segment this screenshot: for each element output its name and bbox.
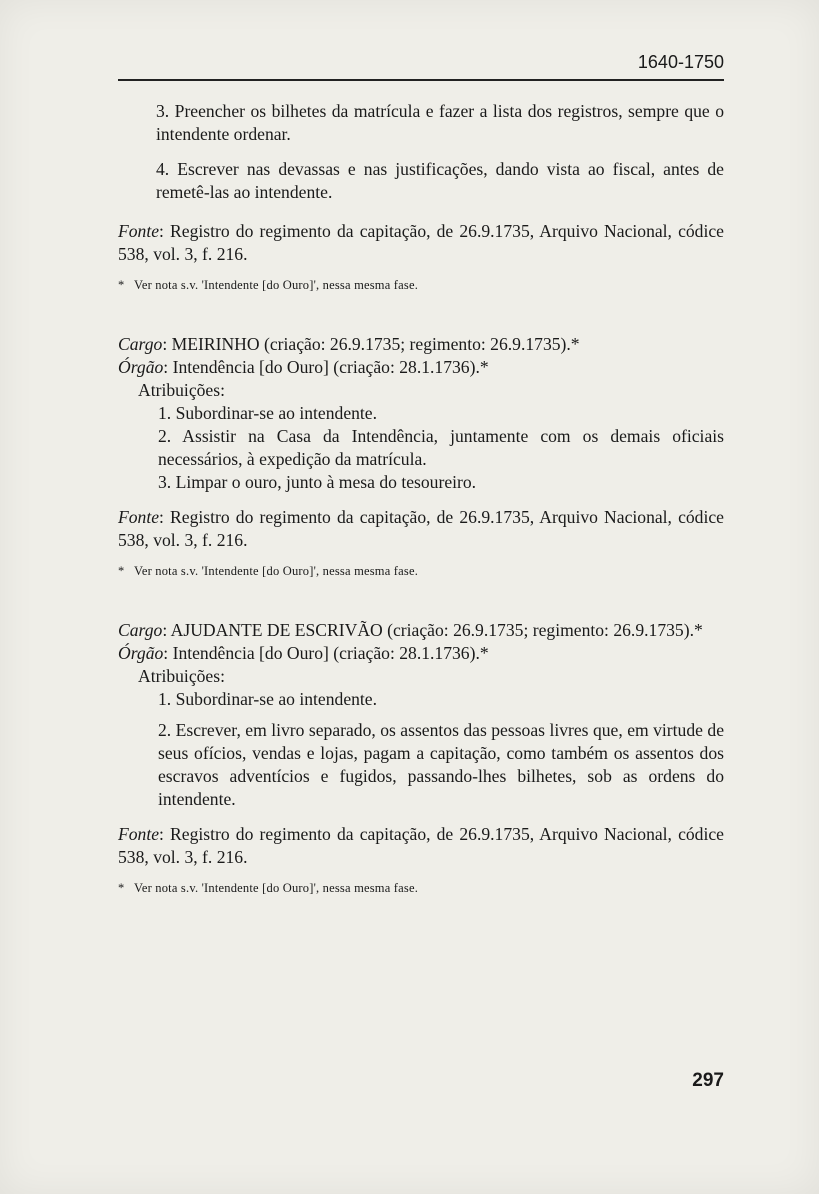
cargo-label: Cargo (118, 334, 163, 354)
orgao-text: : Intendência [do Ouro] (criação: 28.1.1736).* (163, 643, 489, 663)
asterisk-icon: * (118, 278, 125, 292)
list-item: 1. Subordinar-se ao intendente. (158, 689, 378, 709)
source-text: : Registro do regimento da capitação, de 26.9.1735, Arquivo Nacional, códice 538, vol. 3, f. 216. (118, 824, 724, 867)
cargo-label: Cargo (118, 620, 163, 640)
page-number: 297 (692, 1070, 724, 1091)
cargo-line (118, 619, 724, 642)
orgao-line (118, 356, 724, 379)
asterisk-icon: * (118, 881, 125, 895)
source-citation (118, 506, 724, 552)
source-citation (118, 823, 724, 869)
orgao-line (118, 642, 724, 665)
source-text: : Registro do regimento da capitação, de 26.9.1735, Arquivo Nacional, códice 538, vol. 3, f. 216. (118, 221, 724, 264)
list-item: 3. Preencher os bilhetes da matrícula e fazer a lista dos registros, sempre que o intendente ordenar. (156, 101, 724, 144)
asterisk-icon: * (118, 564, 125, 578)
header-rule (118, 79, 724, 81)
footnote-text: Ver nota s.v. 'Intendente [do Ouro]', nessa mesma fase. (134, 564, 419, 578)
cargo-text: : MEIRINHO (criação: 26.9.1735; regimento: 26.9.1735).* (162, 334, 580, 354)
list-item: 2. Assistir na Casa da Intendência, juntamente com os demais oficiais necessários, à expedição da matrícula. (158, 426, 724, 469)
source-citation (118, 220, 724, 266)
list-item: 1. Subordinar-se ao intendente. (158, 403, 378, 423)
date-range-header: 1640-1750 (637, 52, 724, 72)
footnote (118, 877, 724, 900)
source-label: Fonte (118, 824, 160, 844)
page-content (118, 100, 724, 900)
atribuicoes-heading: Atribuições: (138, 666, 225, 686)
atribuicoes-heading: Atribuições: (138, 380, 225, 400)
cargo-text: : AJUDANTE DE ESCRIVÃO (criação: 26.9.1735; regimento: 26.9.1735).* (162, 620, 703, 640)
orgao-label: Órgão (118, 357, 164, 377)
footnote (118, 274, 724, 297)
page-header (118, 52, 724, 81)
footnote (118, 560, 724, 583)
orgao-text: : Intendência [do Ouro] (criação: 28.1.1736).* (163, 357, 489, 377)
footnote-text: Ver nota s.v. 'Intendente [do Ouro]', nessa mesma fase. (134, 278, 419, 292)
list-item: 4. Escrever nas devassas e nas justificações, dando vista ao fiscal, antes de remetê-las ao intendente. (156, 159, 724, 202)
list-item: 3. Limpar o ouro, junto à mesa do tesoureiro. (158, 472, 477, 492)
footnote-text: Ver nota s.v. 'Intendente [do Ouro]', nessa mesma fase. (134, 881, 419, 895)
orgao-label: Órgão (118, 643, 164, 663)
source-label: Fonte (118, 221, 160, 241)
list-item: 2. Escrever, em livro separado, os assentos das pessoas livres que, em virtude de seus ofícios, vendas e lojas, pagam a capitação, como também os assentos dos escravos adventícios e fugidos, passando-lhes bilhetes, sob as ordens do intendente. (158, 720, 724, 809)
cargo-line (118, 333, 724, 356)
source-label: Fonte (118, 507, 160, 527)
source-text: : Registro do regimento da capitação, de 26.9.1735, Arquivo Nacional, códice 538, vol. 3, f. 216. (118, 507, 724, 550)
